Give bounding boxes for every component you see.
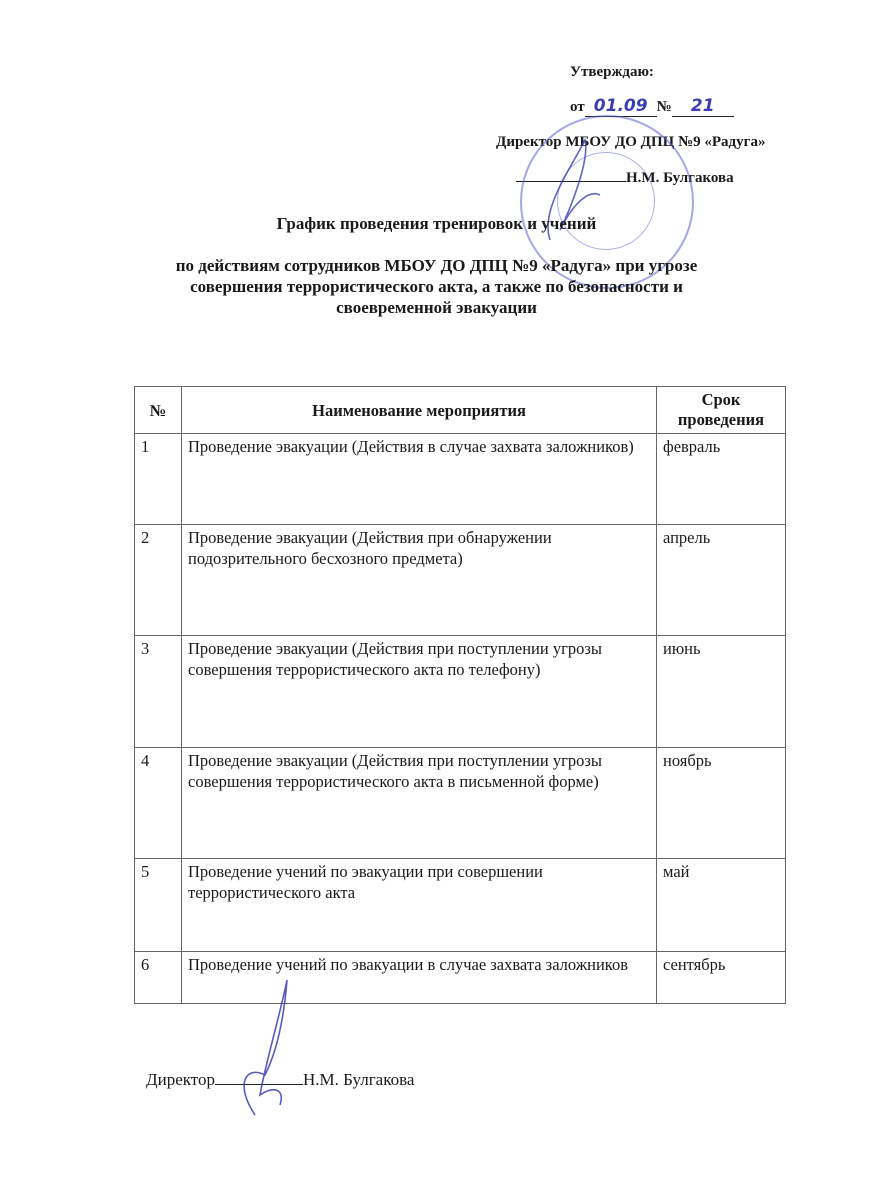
row-number: 4 <box>135 748 182 859</box>
row-number: 5 <box>135 859 182 952</box>
row-name: Проведение учений по эвакуации при совершении террористического акта <box>182 859 657 952</box>
row-term: сентябрь <box>657 952 786 1004</box>
number-handwritten: 21 <box>672 96 734 117</box>
row-term: ноябрь <box>657 748 786 859</box>
row-name: Проведение эвакуации (Действия в случае захвата заложников) <box>182 434 657 525</box>
table-row <box>135 434 786 525</box>
approval-date-line <box>570 96 734 117</box>
schedule-table <box>134 386 786 1004</box>
document-subtitle: по действиям сотрудников МБОУ ДО ДПЦ №9 «Радуга» при угрозе совершения террористического акта, а также по безопасности и своевременной эвакуации <box>175 256 698 317</box>
table-row <box>135 636 786 748</box>
footer-signer: Н.М. Булгакова <box>302 1070 415 1089</box>
table-row <box>135 859 786 952</box>
row-term: февраль <box>657 434 786 525</box>
row-name: Проведение эвакуации (Действия при поступлении угрозы совершения террористического акта по телефону) <box>182 636 657 748</box>
header-number: № <box>135 387 182 434</box>
row-term: май <box>657 859 786 952</box>
approval-position: Директор МБОУ ДО ДПЦ №9 «Радуга» <box>496 134 766 150</box>
header-name: Наименование мероприятия <box>182 387 657 434</box>
table-row <box>135 748 786 859</box>
row-term: апрель <box>657 525 786 636</box>
table-row <box>135 525 786 636</box>
row-number: 3 <box>135 636 182 748</box>
row-name: Проведение учений по эвакуации в случае захвата заложников <box>182 952 657 1004</box>
approval-signer: Н.М. Булгакова <box>626 170 734 186</box>
row-name: Проведение эвакуации (Действия при поступлении угрозы совершения террористического акта в письменной форме) <box>182 748 657 859</box>
from-label: от <box>570 99 585 115</box>
row-number: 1 <box>135 434 182 525</box>
row-number: 2 <box>135 525 182 636</box>
row-term: июнь <box>657 636 786 748</box>
date-handwritten: 01.09 <box>585 96 657 117</box>
footer-signature <box>225 975 305 1125</box>
table-header-row <box>135 387 786 434</box>
approve-label: Утверждаю: <box>570 64 654 80</box>
row-number: 6 <box>135 952 182 1004</box>
header-term: Срок проведения <box>657 387 786 434</box>
footer-position: Директор <box>146 1070 215 1089</box>
number-label: № <box>656 99 672 115</box>
document-title: График проведения тренировок и учений <box>276 214 597 233</box>
row-name: Проведение эвакуации (Действия при обнаружении подозрительного бесхозного предмета) <box>182 525 657 636</box>
